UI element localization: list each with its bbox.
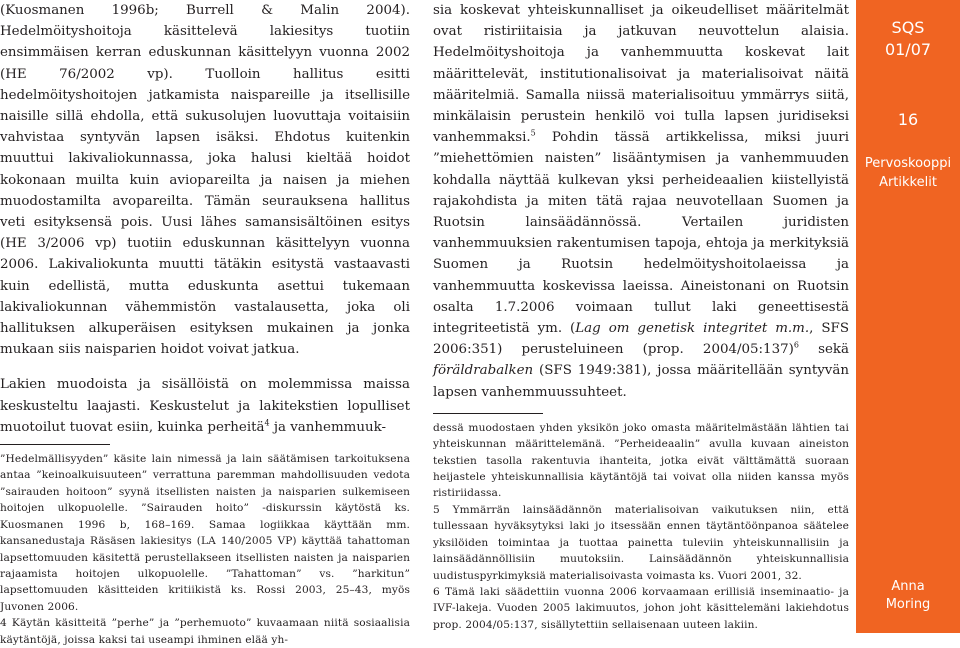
issue-number: 01/07 xyxy=(884,40,932,59)
left-paragraph-2: Lakien muodoista ja sisällöistä on molemmissa maissa keskusteltu laajasti. Keskustelut ja lakitekstien lopulliset muotoilut tuovat esiin, kuinka perheitä$^4$ ja vanhemmuuk- xyxy=(0,377,410,435)
right-column xyxy=(433,0,849,633)
right-footnotes xyxy=(433,420,849,633)
section-category xyxy=(856,154,960,192)
category-line-2: Artikkelit xyxy=(879,175,937,190)
footnote-6: 6 Tämä laki säädettiin vuonna 2006 korvaamaan erillisiä inseminaatio- ja IVF-lakeja. Vuoden 2005 lakimuutos, johon joht käsittelemäni lakiehdotus prop. 2004/05:137, sisällytettiin sellaisenaan uuteen lakiin. xyxy=(433,585,849,631)
category-line-1: Pervoskooppi xyxy=(864,156,952,171)
journal-name: SQS xyxy=(891,18,925,37)
law-title-italic: Lag om genetisk integritet m.m. xyxy=(575,321,810,337)
footnote-marker-5: 5 xyxy=(530,128,536,138)
page-number: 16 xyxy=(897,110,919,129)
left-footnotes xyxy=(0,451,410,648)
footnote-divider xyxy=(0,444,110,445)
footnote-5: 5 Ymmärrän lainsäädännön materialisoivan vaikutuksen niin, että tullessaan hyväksytyksi laki jo itsessään ennen täytäntöönpanoa säätelee yksilöiden toimintaa ja tuottaa painetta tuleviin yhteiskunnallisiin ja lainsäädännöllisiin muutoksiin. Lainsäädännön yhteiskunnallisia uudistuspyrkimyksiä materialisoivasta voimasta ks. Vuori 2001, 32. xyxy=(433,503,849,582)
footnote-4: 4 Käytän käsitteitä ”perhe” ja ”perhemuoto” kuvaamaan niitä sosiaalisia käytäntöjä, joissa kaksi tai useampi ihminen elää yh- xyxy=(0,617,410,646)
footnote-marker-4: 4 xyxy=(264,418,270,428)
author-first-name: Anna xyxy=(891,579,925,594)
left-column xyxy=(0,0,410,648)
journal-sidebar xyxy=(856,0,960,633)
right-paragraph-1: sia koskevat yhteiskunnalliset ja oikeudelliset määritelmät ovat ristiriitaisia ja jatkuvan neuvottelun alaisia. Hedelmöityshoitoja ja vanhemmuutta koskevat lait määrittelevät, institutionalisoivat ja materialisoivat näitä määritelmiä. Samalla niissä materialisoituu ymmärrys siitä, minkälaisin perustein henkilö voi tulla lapsen juridiseksi vanhemmaksi.$^5$ Pohdin tässä artikkelissa, miksi juuri ”miehettömien naisten” lisääntymisen ja vanhemmuuden kohdalla näyttää kulkevan yksi perheideaalien kiistellyistä rajakohdista ja miten tätä rajaa neuvotellaan Suomen ja Ruotsin lainsäädännössä. Vertailen juridisten vanhemmuuksien rakentumisen tapoja, ehtoja ja merkityksiä Suomen ja Ruotsin hedelmöityshoitolaeissa ja vanhemmuutta koskevissa laeissa. Aineistonani on Ruotsin osalta 1.7.2006 voimaan tullut laki geneettisestä integriteetistä ym. (Lag om genetisk integritet m.m., SFS 2006:351) perusteluineen (prop. 2004/05:137)$^6$ sekä föräldrabalken (SFS 1949:381), jossa määritellään syntyvän lapsen vanhemmuussuhteet. xyxy=(433,3,850,400)
left-paragraph-1: (Kuosmanen 1996b; Burrell & Malin 2004). Hedelmöityshoitoja käsittelevä lakiesitys tuotiin ensimmäisen kerran eduskunnan käsittelyyn vuonna 2002 (HE 76/2002 vp). Tuolloin hallitus esitti hedelmöityshoitojen jatkamista naispareille ja itsellisille naisille sillä ehdolla, että sukusolujen luovuttaja voitaisiin vahvistaa syntyvän lapsen isäksi. Ehdotus kuitenkin muuttui lakivaliokunnassa, joka halusi kieltää hoidot kokonaan muilta kuin aviopareilta ja naisen ja miehen muodostamilta avopareilta. Tämän seurauksena hallitus veti esityksensä pois. Uusi lähes samansisältöinen esitys (HE 3/2006 vp) tuotiin eduskunnan käsittelyyn vuonna 2006. Lakivaliokunta muutti tätäkin esitystä vastaavasti kuin edellistä, mutta eduskunta asettui tukemaan lakivaliokunnan vähemmistön vastalausetta, joka oli hallituksen alkuperäisen esityksen mukainen ja jonka mukaan siis naisparien hoidot voivat jatkua. xyxy=(0,3,410,358)
footnote-marker-6: 6 xyxy=(793,340,799,350)
footnote-4-continued: dessä muodostaen yhden yksikön joko omasta määritelmästään lähtien tai yhteiskunnan määrittelemänä. ”Perheideaalin” avulla kuvaan aineiston tekstien tasolla rakentuvia ihanteita, jotka eivät välttämättä suoraan heijastele yhteiskunnallisia käytäntöjä tai voivat olla niiden kanssa myös ristiriidassa. xyxy=(433,421,849,500)
author-last-name: Moring xyxy=(885,597,931,612)
paragraph-gap xyxy=(0,360,410,374)
law-name-italic: föräldrabalken xyxy=(433,363,534,379)
author-name xyxy=(856,578,960,614)
footnote-continued: ”Hedelmällisyyden” käsite lain nimessä ja lain säätämisen tarkoituksena antaa ”keinoalkuisuuteen” verrattuna paremman mahdollisuuden vedota ”sairauden hoitoon” syynä itsellisten naisten ja naisparien sulkemiseen hoitojen ulkopuolelle. ”Sairauden hoito” -diskurssin käytöstä ks. Kuosmanen 1996 b, 168–169. Samaa logiikkaa käyttään mm. kansanedustaja Räsäsen lakiesitys (LA 140/2005 VP) käyttää tahattoman lapsettomuuden käsitettä perustellakseen itsellisten naisten ja naisparien rajaamista hoitojen ulkopuolelle. ”Tahattoman” vs. ”harkitun” lapsettomuuden käsitteiden kritiikistä ks. Rossi 2003, 25–43, myös Juvonen 2006. xyxy=(0,453,410,613)
footnote-divider xyxy=(433,413,543,414)
